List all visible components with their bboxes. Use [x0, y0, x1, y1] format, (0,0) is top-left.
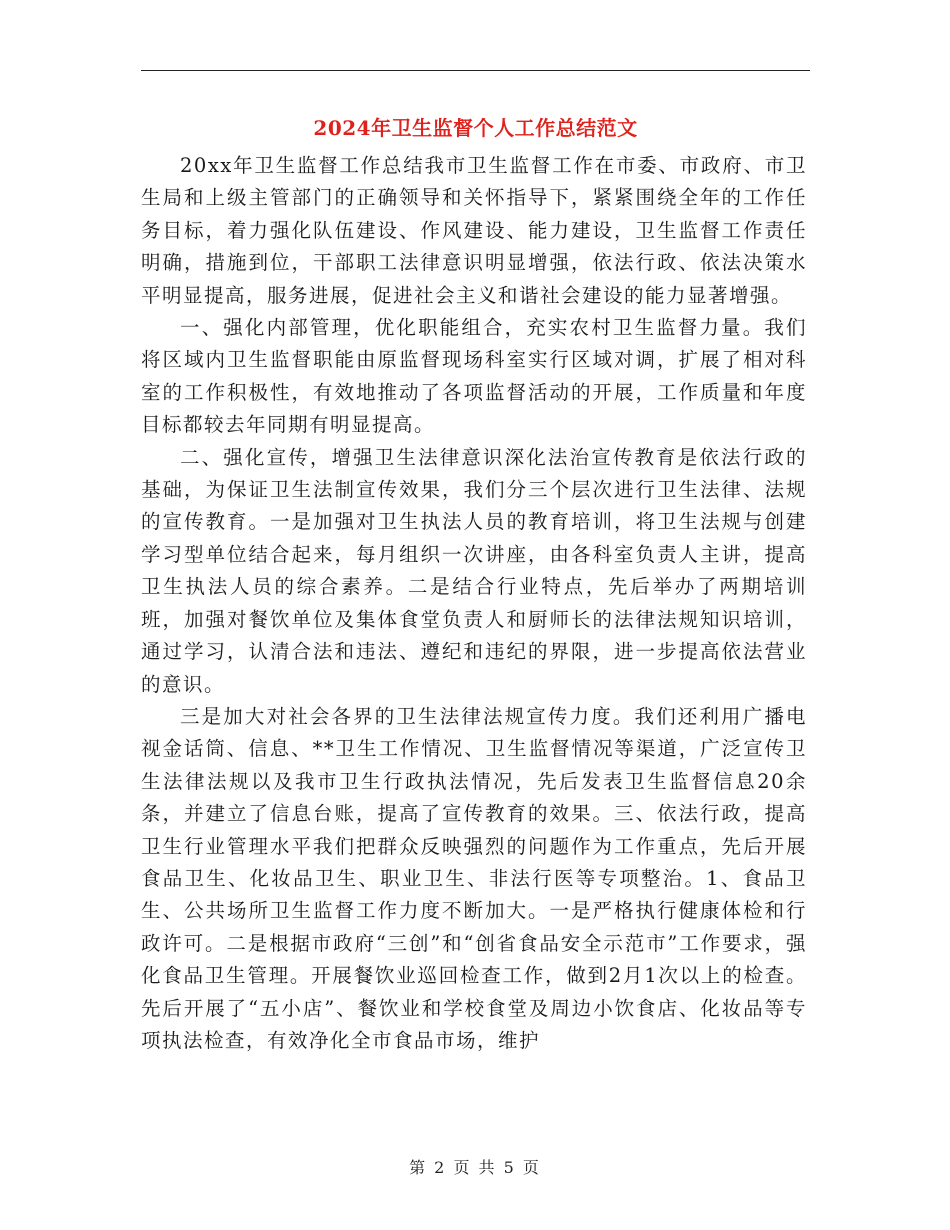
paragraph-section-2: 二、强化宣传，增强卫生法律意识深化法治宣传教育是依法行政的基础，为保证卫生法制宣传效果，我们分三个层次进行卫生法律、法规的宣传教育。一是加强对卫生执法人员的教育培训，将卫生法规与创建学习型单位结合起来，每月组织一次讲座，由各科室负责人主讲，提高卫生执法人员的综合素养。二是结合行业特点，先后举办了两期培训班，加强对餐饮单位及集体食堂负责人和厨师长的法律法规知识培训，通过学习，认清合法和违法、遵纪和违纪的界限，进一步提高依法营业的意识。 — [141, 445, 807, 696]
paragraph-intro: 20xx年卫生监督工作总结我市卫生监督工作在市委、市政府、市卫生局和上级主管部门的正确领导和关怀指导下，紧紧围绕全年的工作任务目标，着力强化队伍建设、作风建设、能力建设，卫生监督工作责任明确，措施到位，干部职工法律意识明显增强，依法行政、依法决策水平明显提高，服务进展，促进社会主义和谐社会建设的能力显著增强。 — [141, 154, 807, 307]
paragraph-section-1: 一、强化内部管理，优化职能组合，充实农村卫生监督力量。我们将区域内卫生监督职能由原监督现场科室实行区域对调，扩展了相对科室的工作积极性，有效地推动了各项监督活动的开展，工作质量和年度目标都较去年同期有明显提高。 — [141, 316, 807, 437]
paragraph-section-3: 三是加大对社会各界的卫生法律法规宣传力度。我们还利用广播电视金话筒、信息、**卫生工作情况、卫生监督情况等渠道，广泛宣传卫生法律法规以及我市卫生行政执法情况，先后发表卫生监督信息20余条，并建立了信息台账，提高了宣传教育的效果。三、依法行政，提高卫生行业管理水平我们把群众反映强烈的问题作为工作重点，先后开展食品卫生、化妆品卫生、职业卫生、非法行医等专项整治。1、食品卫生、公共场所卫生监督工作力度不断加大。一是严格执行健康体检和行政许可。二是根据市政府“三创”和“创省食品安全示范市”工作要求，强化食品卫生管理。开展餐饮业巡回检查工作，做到2月1次以上的检查。先后开展了“五小店”、餐饮业和学校食堂及周边小饮食店、化妆品等专项执法检查，有效净化全市食品市场，维护 — [141, 704, 807, 1052]
document-title: 2024年卫生监督个人工作总结范文 — [313, 116, 638, 140]
page-number: 第 2 页 共 5 页 — [409, 1158, 541, 1177]
document-body — [141, 150, 807, 1057]
header-rule — [141, 70, 810, 71]
